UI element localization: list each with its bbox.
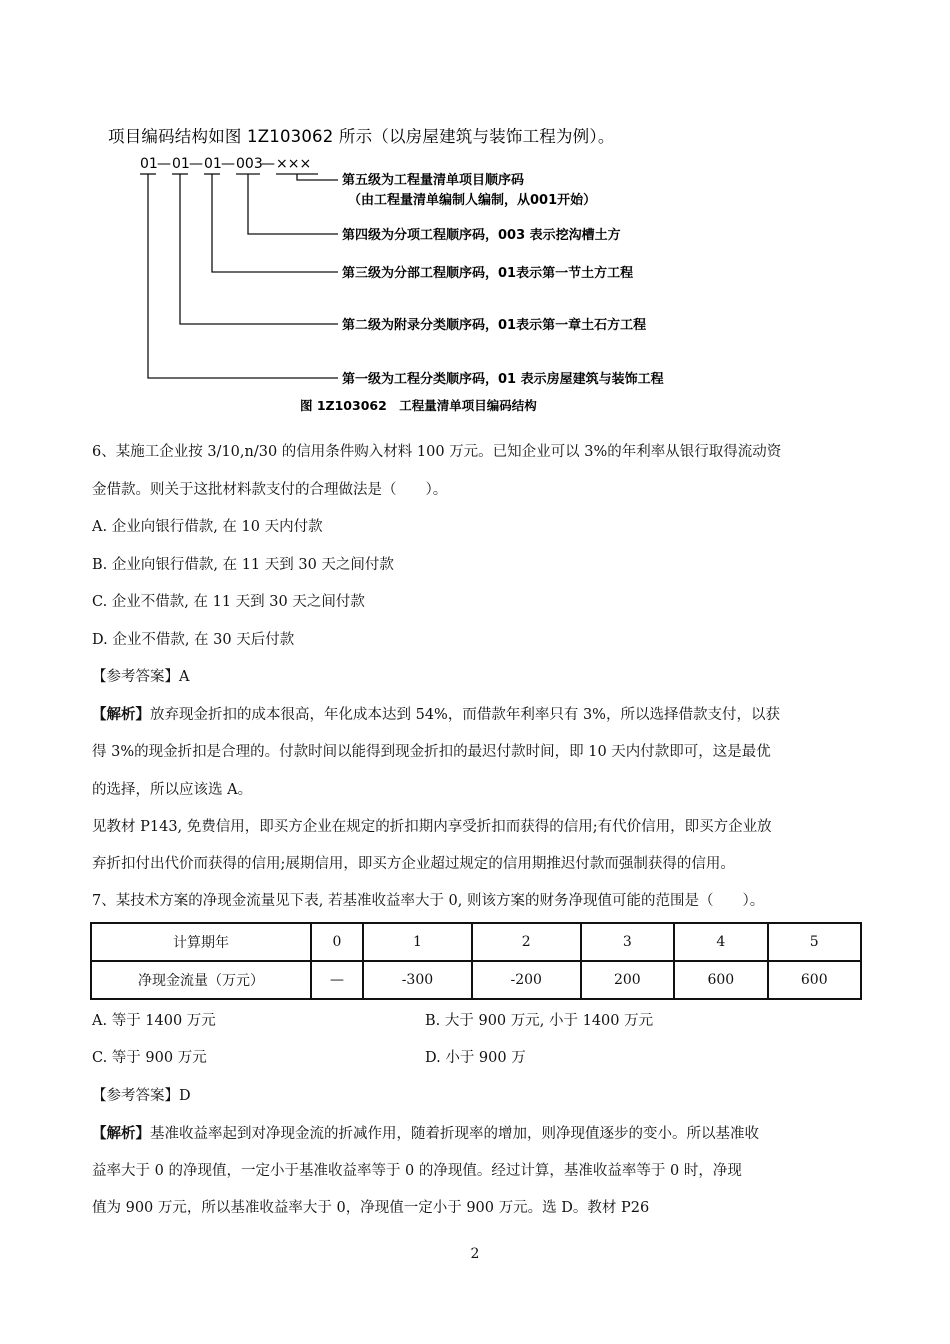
- table-header-row: [91, 923, 861, 961]
- table-period-0: 0: [311, 923, 363, 961]
- label-level-3: 第三级为分部工程顺序码，01表示第一节土方工程: [342, 266, 634, 281]
- q6-note-line-1: 见教材 P143, 免费信用，即买方企业在规定的折扣期内享受折扣而获得的信用;有代价信用，即买方企业放: [92, 819, 772, 835]
- q6-option-d: D. 企业不借款, 在 30 天后付款: [92, 632, 295, 648]
- q7-analysis-line-1: [92, 1125, 867, 1143]
- q6-answer: 【参考答案】A: [92, 669, 190, 685]
- coding-structure-figure: [100, 112, 800, 422]
- q6-note-line-2: 弃折扣付出代价而获得的信用;展期信用，即买方企业超过规定的信用期推迟付款而强制获得的信用。: [92, 856, 735, 872]
- connector-level-4: [248, 174, 338, 234]
- cash-flow-table: [90, 922, 862, 1000]
- q7-stem: 7、某技术方案的净现金流量见下表, 若基准收益率大于 0, 则该方案的财务净现值可能的范围是（ ）。: [92, 893, 765, 909]
- table-row-label: 净现金流量（万元）: [91, 961, 311, 999]
- q6-analysis-line-2: 得 3%的现金折扣是合理的。付款时间以能得到现金折扣的最迟付款时间，即 10 天内付款即可，这是最优: [92, 744, 771, 760]
- table-period-2: 2: [472, 923, 581, 961]
- table-value-2: -200: [472, 961, 581, 999]
- connector-level-3: [212, 174, 338, 272]
- connector-level-5: [297, 174, 338, 180]
- code-sep-4: —: [261, 156, 275, 172]
- q7-option-b: B. 大于 900 万元, 小于 1400 万元: [425, 1013, 654, 1029]
- table-value-4: 600: [674, 961, 767, 999]
- code-sep-2: —: [189, 156, 203, 172]
- q6-stem-line-1: 6、某施工企业按 3/10,n/30 的信用条件购入材料 100 万元。已知企业可以 3%的年利率从银行取得流动资: [92, 444, 782, 460]
- table-header-label: 计算期年: [91, 923, 311, 961]
- q7-analysis-text-1: 基准收益率起到对净现金流的折减作用，随着折现率的增加，则净现值逐步的变小。所以基准收: [150, 1126, 759, 1142]
- q7-answer: 【参考答案】D: [92, 1088, 191, 1104]
- table-value-5: 600: [768, 961, 861, 999]
- table-period-3: 3: [581, 923, 674, 961]
- code-part-4: 003: [236, 156, 263, 172]
- figure-heading: 项目编码结构如图 1Z103062 所示（以房屋建筑与装饰工程为例）。: [108, 127, 615, 146]
- code-part-3: 01: [204, 156, 222, 172]
- coding-structure-diagram: [100, 112, 800, 422]
- code-sep-1: —: [157, 156, 171, 172]
- label-level-1: 第一级为工程分类顺序码，01 表示房屋建筑与装饰工程: [342, 372, 664, 387]
- q7-analysis-line-3: 值为 900 万元，所以基准收益率大于 0，净现值一定小于 900 万元。选 D。教材 P26: [92, 1200, 650, 1216]
- q6-analysis-line-1: [92, 706, 867, 724]
- label-level-5-note: （由工程量清单编制人编制，从001开始）: [348, 193, 597, 208]
- table-value-1: -300: [363, 961, 472, 999]
- label-level-2: 第二级为附录分类顺序码，01表示第一章土石方工程: [342, 318, 647, 333]
- code-string: [140, 156, 311, 172]
- table-value-3: 200: [581, 961, 674, 999]
- table-value-0: —: [311, 961, 363, 999]
- q6-option-a: A. 企业向银行借款, 在 10 天内付款: [92, 519, 323, 535]
- connector-level-2: [180, 174, 338, 324]
- q6-analysis-text-1: 放弃现金折扣的成本很高，年化成本达到 54%，而借款年利率只有 3%，所以选择借款支付，以获: [150, 707, 780, 723]
- code-part-1: 01: [140, 156, 158, 172]
- q7-option-d: D. 小于 900 万: [425, 1050, 526, 1066]
- q7-analysis-line-2: 益率大于 0 的净现值，一定小于基准收益率等于 0 的净现值。经过计算，基准收益率等于 0 时，净现: [92, 1163, 742, 1179]
- q7-analysis-tag: 【解析】: [92, 1125, 150, 1142]
- label-level-5: 第五级为工程量清单项目顺序码: [342, 173, 525, 188]
- code-sep-3: —: [221, 156, 235, 172]
- q7-option-a: A. 等于 1400 万元: [92, 1013, 216, 1029]
- code-part-2: 01: [172, 156, 190, 172]
- page-number: 2: [470, 1246, 480, 1262]
- q6-option-c: C. 企业不借款, 在 11 天到 30 天之间付款: [92, 594, 365, 610]
- table-period-5: 5: [768, 923, 861, 961]
- q6-option-b: B. 企业向银行借款, 在 11 天到 30 天之间付款: [92, 557, 394, 573]
- table-period-4: 4: [674, 923, 767, 961]
- code-part-5: ×××: [276, 156, 312, 172]
- figure-caption: 图 1Z103062 工程量清单项目编码结构: [300, 398, 537, 413]
- connector-level-1: [148, 174, 338, 378]
- q7-option-c: C. 等于 900 万元: [92, 1050, 207, 1066]
- table-period-1: 1: [363, 923, 472, 961]
- label-level-4: 第四级为分项工程顺序码，003 表示挖沟槽土方: [342, 228, 621, 243]
- table-value-row: [91, 961, 861, 999]
- connector-lines: [148, 174, 338, 378]
- q6-analysis-line-3: 的选择，所以应该选 A。: [92, 782, 253, 798]
- q6-analysis-tag: 【解析】: [92, 706, 150, 723]
- q6-stem-line-2: 金借款。则关于这批材料款支付的合理做法是（ ）。: [92, 482, 448, 498]
